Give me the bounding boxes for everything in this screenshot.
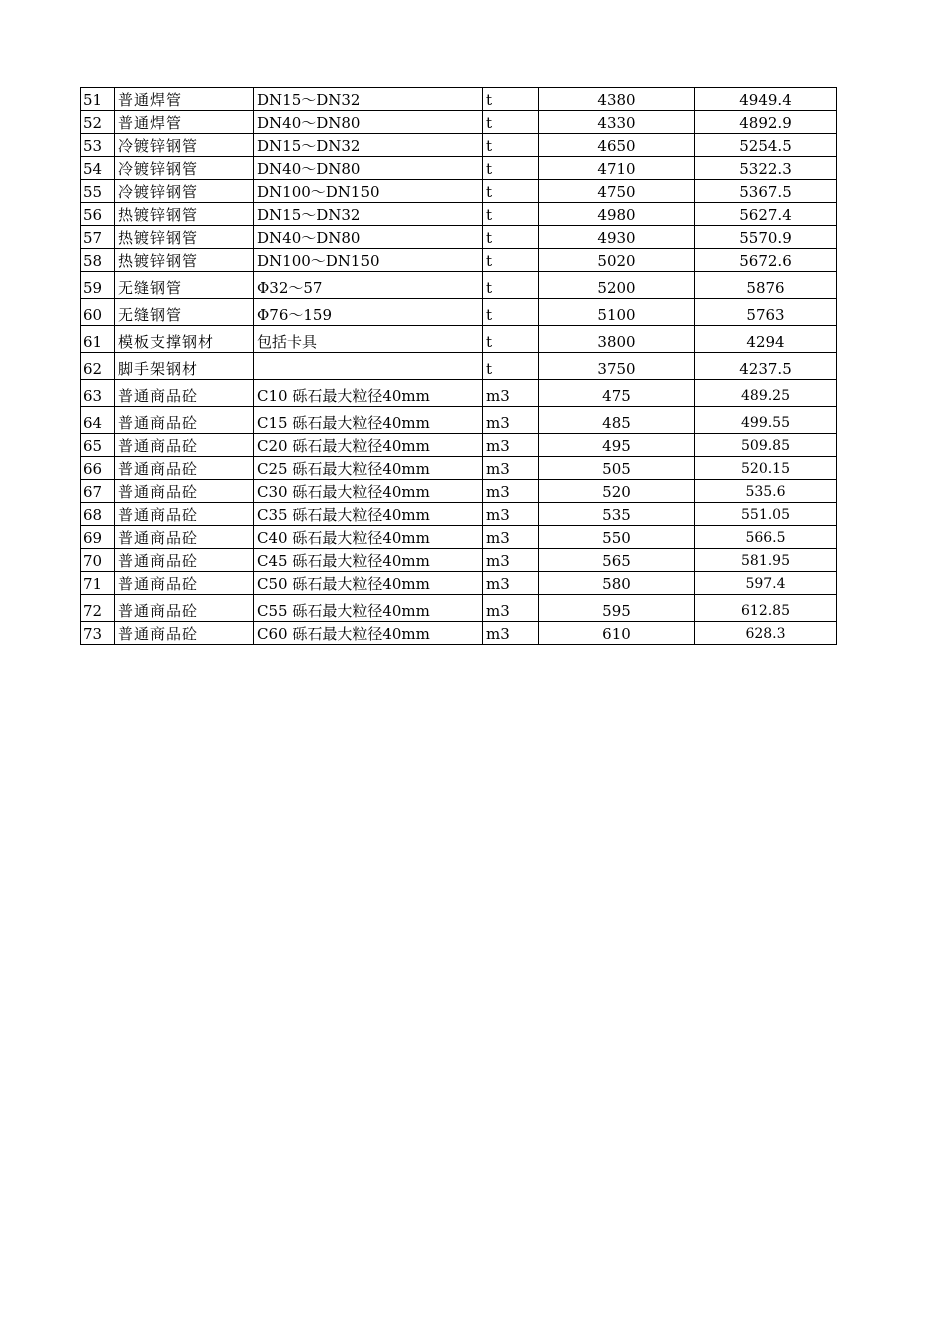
total-price-cell: 5672.6 bbox=[695, 249, 837, 272]
row-number-cell: 73 bbox=[81, 622, 115, 645]
unit-price-cell: 495 bbox=[539, 434, 695, 457]
material-name-cell: 热镀锌钢管 bbox=[115, 203, 254, 226]
unit-price-cell: 5100 bbox=[539, 299, 695, 326]
unit-price-cell: 475 bbox=[539, 380, 695, 407]
unit-cell: m3 bbox=[483, 549, 539, 572]
table-row bbox=[81, 249, 837, 272]
total-price-cell: 581.95 bbox=[695, 549, 837, 572]
unit-cell: t bbox=[483, 111, 539, 134]
unit-cell: m3 bbox=[483, 457, 539, 480]
material-name-cell: 普通焊管 bbox=[115, 88, 254, 111]
specification-cell: DN15～DN32 bbox=[254, 88, 483, 111]
total-price-cell: 4892.9 bbox=[695, 111, 837, 134]
row-number-cell: 70 bbox=[81, 549, 115, 572]
unit-price-cell: 3800 bbox=[539, 326, 695, 353]
unit-cell: t bbox=[483, 249, 539, 272]
table-row bbox=[81, 180, 837, 203]
unit-price-cell: 4710 bbox=[539, 157, 695, 180]
table-row bbox=[81, 203, 837, 226]
specification-cell: C30 砾石最大粒径40mm bbox=[254, 480, 483, 503]
total-price-cell: 5254.5 bbox=[695, 134, 837, 157]
unit-cell: t bbox=[483, 353, 539, 380]
table-row bbox=[81, 572, 837, 595]
table-row bbox=[81, 526, 837, 549]
row-number-cell: 57 bbox=[81, 226, 115, 249]
specification-cell: Φ32～57 bbox=[254, 272, 483, 299]
unit-price-cell: 5020 bbox=[539, 249, 695, 272]
material-name-cell: 无缝钢管 bbox=[115, 272, 254, 299]
total-price-cell: 535.6 bbox=[695, 480, 837, 503]
table-row bbox=[81, 353, 837, 380]
unit-price-cell: 595 bbox=[539, 595, 695, 622]
row-number-cell: 60 bbox=[81, 299, 115, 326]
table-row bbox=[81, 272, 837, 299]
table-row bbox=[81, 299, 837, 326]
material-name-cell: 普通商品砼 bbox=[115, 549, 254, 572]
row-number-cell: 63 bbox=[81, 380, 115, 407]
total-price-cell: 5367.5 bbox=[695, 180, 837, 203]
row-number-cell: 59 bbox=[81, 272, 115, 299]
material-name-cell: 普通商品砼 bbox=[115, 595, 254, 622]
specification-cell: C10 砾石最大粒径40mm bbox=[254, 380, 483, 407]
material-name-cell: 无缝钢管 bbox=[115, 299, 254, 326]
row-number-cell: 51 bbox=[81, 88, 115, 111]
total-price-cell: 5627.4 bbox=[695, 203, 837, 226]
unit-price-cell: 4980 bbox=[539, 203, 695, 226]
unit-price-cell: 4930 bbox=[539, 226, 695, 249]
row-number-cell: 65 bbox=[81, 434, 115, 457]
material-name-cell: 普通商品砼 bbox=[115, 434, 254, 457]
unit-cell: t bbox=[483, 134, 539, 157]
specification-cell: Φ76～159 bbox=[254, 299, 483, 326]
material-name-cell: 脚手架钢材 bbox=[115, 353, 254, 380]
material-name-cell: 模板支撑钢材 bbox=[115, 326, 254, 353]
total-price-cell: 612.85 bbox=[695, 595, 837, 622]
specification-cell: C25 砾石最大粒径40mm bbox=[254, 457, 483, 480]
material-name-cell: 热镀锌钢管 bbox=[115, 226, 254, 249]
specification-cell: DN15～DN32 bbox=[254, 203, 483, 226]
unit-price-cell: 485 bbox=[539, 407, 695, 434]
specification-cell: C55 砾石最大粒径40mm bbox=[254, 595, 483, 622]
specification-cell: DN40～DN80 bbox=[254, 111, 483, 134]
table-row bbox=[81, 595, 837, 622]
row-number-cell: 55 bbox=[81, 180, 115, 203]
specification-cell: C50 砾石最大粒径40mm bbox=[254, 572, 483, 595]
table-row bbox=[81, 434, 837, 457]
material-name-cell: 冷镀锌钢管 bbox=[115, 157, 254, 180]
material-name-cell: 普通商品砼 bbox=[115, 622, 254, 645]
unit-cell: m3 bbox=[483, 380, 539, 407]
total-price-cell: 4294 bbox=[695, 326, 837, 353]
row-number-cell: 53 bbox=[81, 134, 115, 157]
total-price-cell: 5876 bbox=[695, 272, 837, 299]
table-row bbox=[81, 88, 837, 111]
material-name-cell: 冷镀锌钢管 bbox=[115, 134, 254, 157]
material-name-cell: 普通商品砼 bbox=[115, 480, 254, 503]
total-price-cell: 628.3 bbox=[695, 622, 837, 645]
specification-cell bbox=[254, 353, 483, 380]
unit-price-cell: 550 bbox=[539, 526, 695, 549]
unit-price-cell: 535 bbox=[539, 503, 695, 526]
specification-cell: C15 砾石最大粒径40mm bbox=[254, 407, 483, 434]
material-name-cell: 普通商品砼 bbox=[115, 380, 254, 407]
table-row bbox=[81, 157, 837, 180]
row-number-cell: 68 bbox=[81, 503, 115, 526]
row-number-cell: 56 bbox=[81, 203, 115, 226]
unit-price-cell: 4750 bbox=[539, 180, 695, 203]
specification-cell: C35 砾石最大粒径40mm bbox=[254, 503, 483, 526]
unit-cell: m3 bbox=[483, 434, 539, 457]
row-number-cell: 72 bbox=[81, 595, 115, 622]
row-number-cell: 58 bbox=[81, 249, 115, 272]
specification-cell: DN40～DN80 bbox=[254, 157, 483, 180]
unit-cell: m3 bbox=[483, 503, 539, 526]
row-number-cell: 61 bbox=[81, 326, 115, 353]
total-price-cell: 5763 bbox=[695, 299, 837, 326]
unit-cell: t bbox=[483, 157, 539, 180]
table-row bbox=[81, 549, 837, 572]
price-table bbox=[80, 87, 837, 645]
unit-cell: t bbox=[483, 226, 539, 249]
price-table-body bbox=[81, 88, 837, 645]
unit-cell: t bbox=[483, 203, 539, 226]
total-price-cell: 4949.4 bbox=[695, 88, 837, 111]
material-name-cell: 普通商品砼 bbox=[115, 572, 254, 595]
unit-price-cell: 505 bbox=[539, 457, 695, 480]
unit-cell: m3 bbox=[483, 572, 539, 595]
row-number-cell: 67 bbox=[81, 480, 115, 503]
row-number-cell: 71 bbox=[81, 572, 115, 595]
specification-cell: 包括卡具 bbox=[254, 326, 483, 353]
unit-cell: m3 bbox=[483, 595, 539, 622]
unit-price-cell: 610 bbox=[539, 622, 695, 645]
unit-cell: m3 bbox=[483, 622, 539, 645]
unit-cell: m3 bbox=[483, 526, 539, 549]
unit-cell: t bbox=[483, 272, 539, 299]
total-price-cell: 597.4 bbox=[695, 572, 837, 595]
material-name-cell: 普通商品砼 bbox=[115, 457, 254, 480]
table-row bbox=[81, 111, 837, 134]
unit-price-cell: 4650 bbox=[539, 134, 695, 157]
unit-price-cell: 4380 bbox=[539, 88, 695, 111]
material-name-cell: 冷镀锌钢管 bbox=[115, 180, 254, 203]
specification-cell: C40 砾石最大粒径40mm bbox=[254, 526, 483, 549]
unit-cell: m3 bbox=[483, 407, 539, 434]
total-price-cell: 5570.9 bbox=[695, 226, 837, 249]
table-row bbox=[81, 134, 837, 157]
unit-cell: t bbox=[483, 88, 539, 111]
row-number-cell: 69 bbox=[81, 526, 115, 549]
specification-cell: DN100～DN150 bbox=[254, 180, 483, 203]
unit-cell: m3 bbox=[483, 480, 539, 503]
specification-cell: C45 砾石最大粒径40mm bbox=[254, 549, 483, 572]
table-row bbox=[81, 407, 837, 434]
material-name-cell: 普通商品砼 bbox=[115, 526, 254, 549]
unit-price-cell: 520 bbox=[539, 480, 695, 503]
material-name-cell: 普通商品砼 bbox=[115, 407, 254, 434]
table-row bbox=[81, 226, 837, 249]
table-row bbox=[81, 480, 837, 503]
unit-price-cell: 580 bbox=[539, 572, 695, 595]
total-price-cell: 4237.5 bbox=[695, 353, 837, 380]
total-price-cell: 509.85 bbox=[695, 434, 837, 457]
unit-cell: t bbox=[483, 299, 539, 326]
total-price-cell: 551.05 bbox=[695, 503, 837, 526]
unit-price-cell: 4330 bbox=[539, 111, 695, 134]
material-name-cell: 普通商品砼 bbox=[115, 503, 254, 526]
row-number-cell: 52 bbox=[81, 111, 115, 134]
specification-cell: DN100～DN150 bbox=[254, 249, 483, 272]
table-row bbox=[81, 622, 837, 645]
table-row bbox=[81, 503, 837, 526]
unit-price-cell: 565 bbox=[539, 549, 695, 572]
row-number-cell: 62 bbox=[81, 353, 115, 380]
unit-cell: t bbox=[483, 180, 539, 203]
unit-price-cell: 5200 bbox=[539, 272, 695, 299]
unit-price-cell: 3750 bbox=[539, 353, 695, 380]
specification-cell: C20 砾石最大粒径40mm bbox=[254, 434, 483, 457]
table-row bbox=[81, 326, 837, 353]
table-row bbox=[81, 380, 837, 407]
total-price-cell: 520.15 bbox=[695, 457, 837, 480]
total-price-cell: 5322.3 bbox=[695, 157, 837, 180]
specification-cell: C60 砾石最大粒径40mm bbox=[254, 622, 483, 645]
row-number-cell: 64 bbox=[81, 407, 115, 434]
total-price-cell: 566.5 bbox=[695, 526, 837, 549]
specification-cell: DN15～DN32 bbox=[254, 134, 483, 157]
specification-cell: DN40～DN80 bbox=[254, 226, 483, 249]
row-number-cell: 66 bbox=[81, 457, 115, 480]
total-price-cell: 489.25 bbox=[695, 380, 837, 407]
row-number-cell: 54 bbox=[81, 157, 115, 180]
material-name-cell: 热镀锌钢管 bbox=[115, 249, 254, 272]
total-price-cell: 499.55 bbox=[695, 407, 837, 434]
material-name-cell: 普通焊管 bbox=[115, 111, 254, 134]
table-row bbox=[81, 457, 837, 480]
unit-cell: t bbox=[483, 326, 539, 353]
